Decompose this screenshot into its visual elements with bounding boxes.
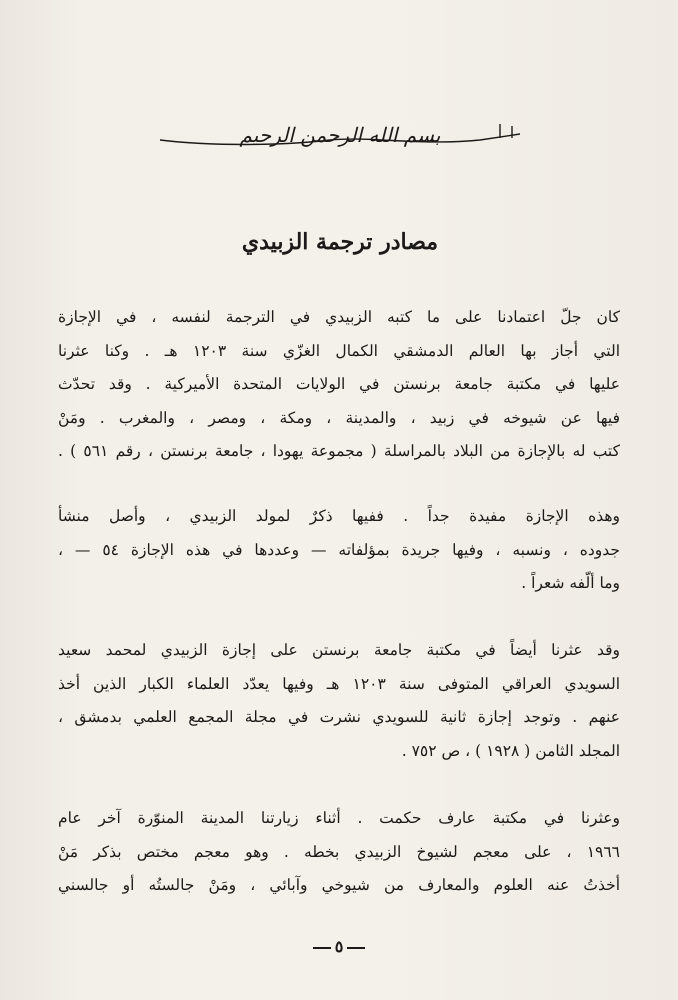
paragraph [58,634,620,768]
folio-dash [347,947,365,949]
paragraph [58,500,620,601]
text-line: وقد عثرنا أيضاً في مكتبة جامعة برنستن على إجازة الزبيدي لمحمد سعيد [58,641,620,659]
page-number-value: ٥ [334,937,344,956]
text-line: التي أجاز بها العالم الدمشقي الكمال الغزّي سنة ١٢٠٣ هـ . وكنا عثرنا [58,341,620,360]
paragraph [58,802,620,903]
text-line: السويدي العراقي المتوفى سنة ١٢٠٣ هـ وفيها يعدّد العلماء الكبار الذين أخذ [58,674,621,693]
text-line: أخذتُ عنه العلوم والمعارف من شيوخي وآبائي ، ومَنْ جالستُه أو جالسني [58,876,620,894]
basmala-text: بسم الله الرحمن الرحيم [239,123,441,147]
text-line: فيها عن شيوخه في زبيد ، والمدينة ، ومكة ، ومصر ، والمغرب . ومَنْ [58,408,620,427]
text-line: المجلد الثامن ( ١٩٢٨ ) ، ص ٧٥٢ . [401,741,620,760]
text-line: عنهم . وتوجد إجازة ثانية للسويدي نشرت في مجلة المجمع العلمي بدمشق ، [58,708,620,726]
page-number [289,932,389,962]
basmala-header [120,110,560,160]
page-title: مصادر ترجمة الزبيدي [241,229,439,255]
text-line: كتب له بالإجازة من البلاد بالمراسلة ( مجموعة يهودا ، جامعة برنستن ، رقم ٥٦١ ) . [58,442,620,460]
text-line: وما ألّفه شعراً . [521,574,620,592]
text-line: وهذه الإجازة مفيدة جداً . ففيها ذكرٌ لمولد الزبيدي ، وأصل منشأ [58,507,620,525]
text-line: كان جلّ اعتمادنا على ما كتبه الزبيدي في الترجمة لنفسه ، في الإجازة [58,308,620,326]
paragraph [58,301,620,469]
folio-dash [313,947,331,949]
text-line: جدوده ، ونسبه ، وفيها جريدة بمؤلفاته — وعددها في هذه الإجازة ٥٤ — ، [58,540,620,559]
text-line: ١٩٦٦ ، على معجم لشيوخ الزبيدي بخطه . وهو معجم مختص بذكر مَنْ [58,842,620,861]
text-line: وعثرنا في مكتبة عارف حكمت . أثناء زيارتنا المدينة المنوّرة آخر عام [58,809,620,827]
text-line: عليها في مكتبة جامعة برنستن في الولايات المتحدة الأميركية . وقد تحدّث [58,375,620,393]
